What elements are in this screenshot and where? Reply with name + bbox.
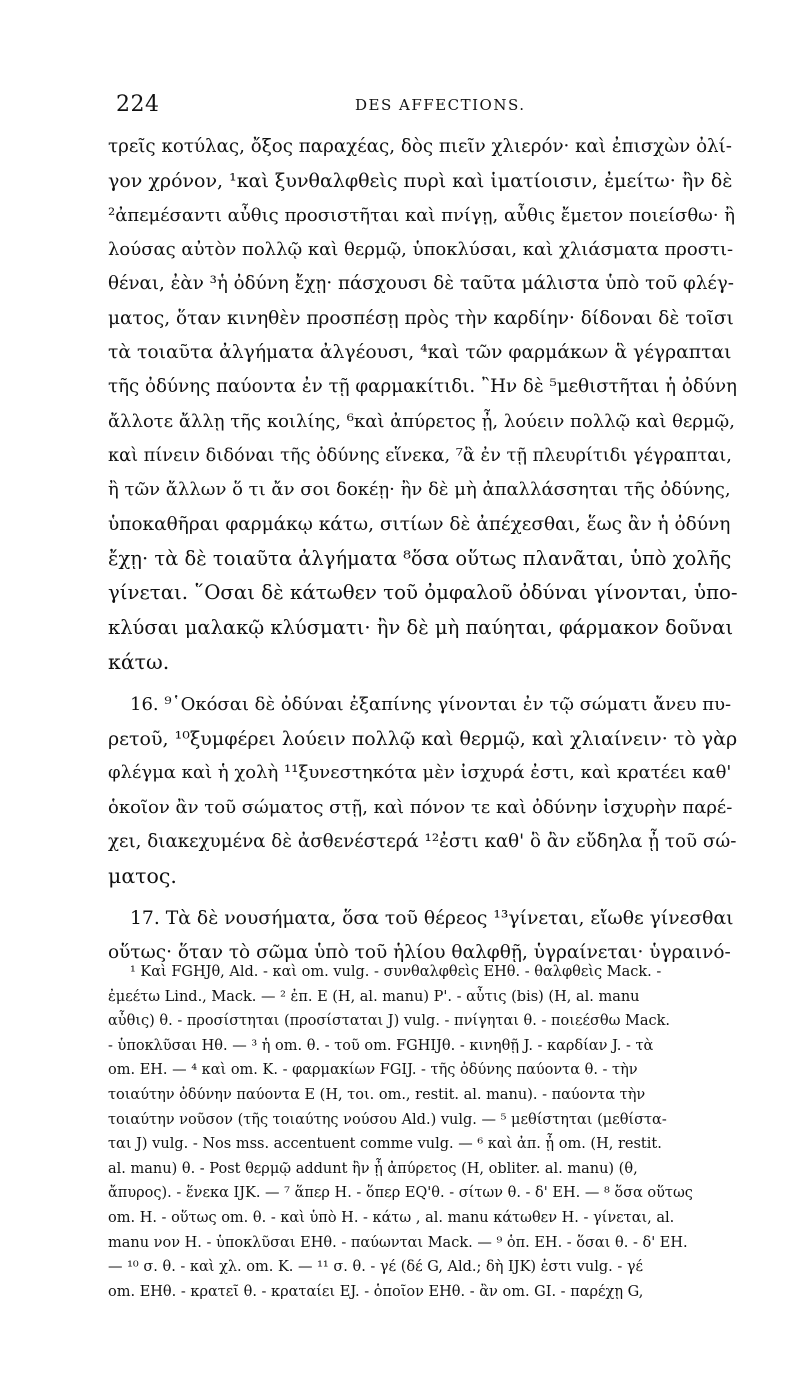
footnote-line: αὖθις) θ. - προσίστηται (προσίσταται J) vulg. - πνίγηται θ. - ποιεέσθω Mack. bbox=[108, 1013, 671, 1030]
footnote-line: ἐμεέτω Lind., Mack. — ² ἐπ. E (H, al. manu) P'. - αὖτις (bis) (H, al. manu bbox=[108, 988, 640, 1005]
text-line: τρεῖς κοτύλας, ὄξος παραχέας, δὸς πιεῖν χλιερόν· καὶ ἐπισχὼν ὀλί- bbox=[108, 136, 732, 157]
section-17-start: 17. Τὰ δὲ νουσήματα, ὅσα τοῦ θέρεος ¹³γίνεται, εἴωθε γίνεσθαι bbox=[130, 907, 734, 929]
footnote-line: — ¹⁰ σ. θ. - καὶ χλ. om. K. — ¹¹ σ. θ. - γέ (δέ G, Ald.; δὴ IJK) ἐστι vulg. - γέ bbox=[108, 1259, 644, 1276]
text-line: ²ἀπεμέσαντι αὖθις προσιστῆται καὶ πνίγῃ, αὖθις ἔμετον ποιείσθω· ἢ bbox=[108, 204, 736, 226]
text-line: ἢ τῶν ἄλλων ὅ τι ἄν σοι δοκέῃ· ἢν δὲ μὴ ἀπαλλάσσηται τῆς ὀδύνης, bbox=[108, 479, 731, 501]
text-line: γον χρόνον, ¹καὶ ξυνθαλφθεὶς πυρὶ καὶ ἱματίοισιν, ἐμείτω· ἢν δὲ bbox=[108, 170, 733, 193]
text-line: γίνεται. ῞Οσαι δὲ κάτωθεν τοῦ ὀμφαλοῦ ὀδύναι γίνονται, ὑπο- bbox=[108, 581, 738, 605]
footnote-line: τοιαύτην νοῦσον (τῆς τοιαύτης νούσου Ald.) vulg. — ⁵ μεθίστηται (μεθίστα- bbox=[108, 1111, 667, 1128]
footnotes bbox=[108, 960, 738, 1304]
text-line: κάτω. bbox=[108, 650, 170, 675]
main-text bbox=[108, 130, 738, 970]
section-16-start: 16. ⁹῾Οκόσαι δὲ ὀδύναι ἐξαπίνης γίνονται ἐν τῷ σώματι ἄνευ πυ- bbox=[130, 693, 732, 715]
text-line: ματος. bbox=[108, 864, 177, 889]
text-line: ὑποκαθῆραι φαρμάκῳ κάτω, σιτίων δὲ ἀπέχεσθαι, ἕως ἂν ἡ ὀδύνη bbox=[108, 513, 731, 535]
text-line: ρετοῦ, ¹⁰ξυμφέρει λούειν πολλῷ καὶ θερμῷ, καὶ χλιαίνειν· τὸ γὰρ bbox=[108, 727, 738, 750]
footnote-line: manu νον H. - ὑποκλῦσαι EHθ. - παύωνται Mack. — ⁹ ὁπ. EH. - ὅσαι θ. - δ' EH. bbox=[108, 1234, 688, 1251]
text-line: χει, διακεχυμένα δὲ ἀσθενέστερά ¹²ἐστι καθ' ὃ ἂν εὔδηλα ᾖ τοῦ σώ- bbox=[108, 830, 737, 852]
paragraph-gap bbox=[108, 894, 738, 902]
footnote-line: om. H. - οὕτως om. θ. - καὶ ὑπὸ H. - κάτω , al. manu κάτωθεν H. - γίνεται, al. bbox=[108, 1209, 675, 1226]
text-line: θέναι, ἐὰν ³ἡ ὀδύνη ἔχῃ· πάσχουσι δὲ ταῦτα μάλιστα ὑπὸ τοῦ φλέγ- bbox=[108, 273, 734, 295]
text-line: ὁκοῖον ἂν τοῦ σώματος στῇ, καὶ πόνον τε καὶ ὀδύνην ἰσχυρὴν παρέ- bbox=[108, 796, 733, 818]
page-number: 224 bbox=[116, 92, 160, 117]
footnote-line: om. EHθ. - κρατεῖ θ. - κραταίει EJ. - ὁποῖον EHθ. - ἂν om. GI. - παρέχῃ G, bbox=[108, 1283, 644, 1300]
footnote-line: τοιαύτην ὀδύνην παύοντα E (H, τοι. om., restit. al. manu). - παύοντα τὴν bbox=[108, 1086, 646, 1103]
running-head: DES AFFECTIONS. bbox=[355, 96, 526, 114]
text-line: ἔχῃ· τὰ δὲ τοιαῦτα ἀλγήματα ⁸ὅσα οὕτως πλανᾶται, ὑπὸ χολῆς bbox=[108, 547, 732, 571]
footnote-line: ται J) vulg. - Nos mss. accentuent comme vulg. — ⁶ καὶ ἀπ. ᾖ om. (H, restit. bbox=[108, 1136, 662, 1153]
footnote-line: ἄπυρος). - ἕνεκα IJK. — ⁷ ἅπερ H. - ὅπερ EQ'θ. - σίτων θ. - δ' EH. — ⁸ ὅσα οὕτως bbox=[108, 1185, 693, 1202]
text-line: τὰ τοιαῦτα ἀλγήματα ἀλγέουσι, ⁴καὶ τῶν φαρμάκων ἃ γέγραπται bbox=[108, 342, 732, 364]
footnote-line: al. manu) θ. - Post θερμῷ addunt ἢν ᾖ ἀπύρετος (H, obliter. al. manu) (θ, bbox=[108, 1160, 638, 1177]
text-line: φλέγμα καὶ ἡ χολὴ ¹¹ξυνεστηκότα μὲν ἰσχυρά ἐστι, καὶ κρατέει καθ' bbox=[108, 762, 732, 784]
text-line: οὕτως· ὅταν τὸ σῶμα ὑπὸ τοῦ ἡλίου θαλφθῇ, ὑγραίνεται· ὑγραινό- bbox=[108, 941, 731, 963]
footnote-line: om. EH. — ⁴ καὶ om. K. - φαρμακίων FGIJ. - τῆς ὀδύνης παύοντα θ. - τὴν bbox=[108, 1062, 638, 1079]
text-line: λούσας αὐτὸν πολλῷ καὶ θερμῷ, ὑποκλύσαι, καὶ χλιάσματα προστι- bbox=[108, 239, 734, 261]
text-line: ἄλλοτε ἄλλῃ τῆς κοιλίης, ⁶καὶ ἀπύρετος ᾖ, λούειν πολλῷ καὶ θερμῷ, bbox=[108, 410, 735, 432]
footnote-line: ¹ Καὶ FGHJθ, Ald. - καὶ om. vulg. - συνθαλφθεὶς EHθ. - θαλφθεὶς Mack. - bbox=[130, 964, 662, 980]
text-line: καὶ πίνειν διδόναι τῆς ὀδύνης εἵνεκα, ⁷ἃ ἐν τῇ πλευρίτιδι γέγραπται, bbox=[108, 446, 732, 467]
paragraph-gap bbox=[108, 680, 738, 688]
text-line: κλύσαι μαλακῷ κλύσματι· ἢν δὲ μὴ παύηται, φάρμακον δοῦναι bbox=[108, 615, 734, 639]
text-line: ματος, ὅταν κινηθὲν προσπέσῃ πρὸς τὴν καρδίην· δίδοναι δὲ τοῖσι bbox=[108, 307, 734, 329]
text-line: τῆς ὀδύνης παύοντα ἐν τῇ φαρμακίτιδι. ῍Ην δὲ ⁵μεθιστῆται ἡ ὀδύνη bbox=[108, 376, 737, 398]
footnote-line: - ὑποκλῦσαι Hθ. — ³ ἡ om. θ. - τοῦ om. FGHIJθ. - κινηθῇ J. - καρδίαν J. - τὰ bbox=[108, 1037, 654, 1054]
page-header bbox=[108, 92, 738, 122]
